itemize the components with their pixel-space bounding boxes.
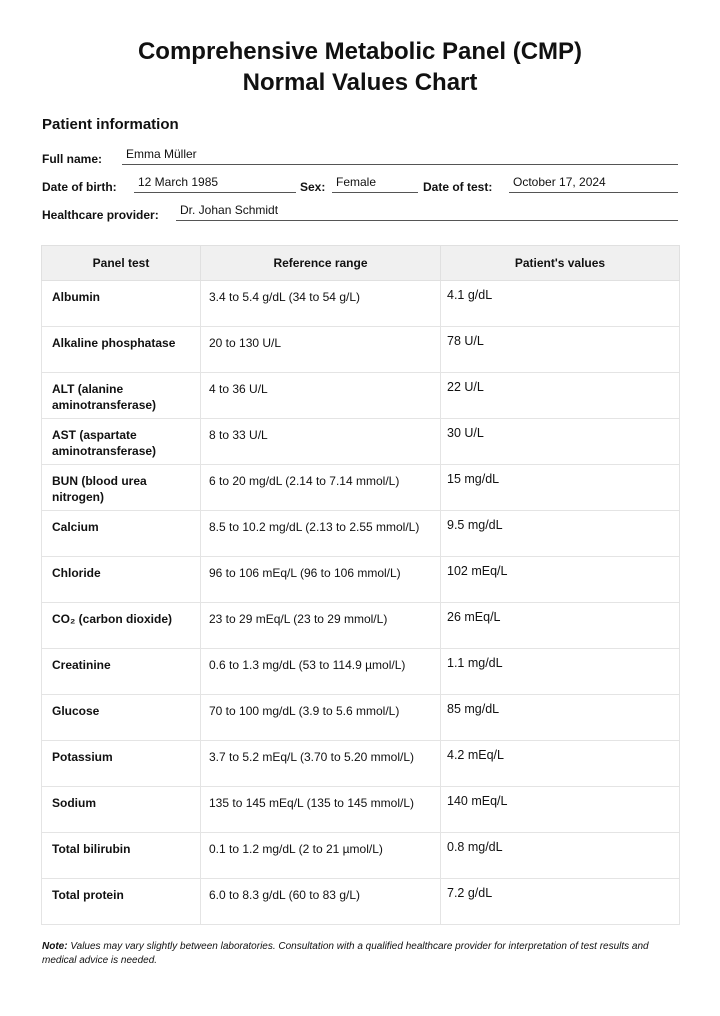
table-row: [42, 741, 680, 787]
reference-range-cell: 3.4 to 5.4 g/dL (34 to 54 g/L): [201, 281, 441, 327]
title-line-1: Comprehensive Metabolic Panel (CMP): [137, 38, 583, 65]
patient-value-cell: 85 mg/dL: [441, 695, 680, 741]
reference-range-cell: 23 to 29 mEq/L (23 to 29 mmol/L): [201, 603, 441, 649]
dob-sex-date-row: [42, 174, 678, 194]
provider-field: [42, 202, 678, 222]
test-date-label: Date of test:: [423, 180, 493, 194]
table-row: [42, 879, 680, 925]
reference-range-cell: 8.5 to 10.2 mg/dL (2.13 to 2.55 mmol/L): [201, 511, 441, 557]
patient-value-cell: 15 mg/dL: [441, 465, 680, 511]
patient-value-cell: 7.2 g/dL: [441, 879, 680, 925]
panel-test-cell: Total protein: [42, 879, 201, 925]
table-row: [42, 603, 680, 649]
full-name-value: Emma Müller: [122, 147, 678, 165]
table-row: [42, 787, 680, 833]
full-name-row: [42, 146, 678, 166]
reference-range-cell: 70 to 100 mg/dL (3.9 to 5.6 mmol/L): [201, 695, 441, 741]
panel-test-cell: Chloride: [42, 557, 201, 603]
panel-test-cell: Alkaline phosphatase: [42, 327, 201, 373]
full-name-label: Full name:: [42, 152, 103, 166]
table-row: [42, 327, 680, 373]
reference-range-cell: 8 to 33 U/L: [201, 419, 441, 465]
table-row: [42, 649, 680, 695]
panel-test-cell: Glucose: [42, 695, 201, 741]
note-text: Values may vary slightly between laboratories. Consultation with a qualified healthcare provider for interpretation of test results and medical advice is needed.: [42, 941, 649, 966]
patient-info-heading: Patient information: [42, 116, 179, 133]
patient-value-cell: 26 mEq/L: [441, 603, 680, 649]
table-row: [42, 419, 680, 465]
patient-value-cell: 140 mEq/L: [441, 787, 680, 833]
cmp-values-table: [41, 245, 680, 925]
reference-range-cell: 96 to 106 mEq/L (96 to 106 mmol/L): [201, 557, 441, 603]
reference-range-cell: 0.6 to 1.3 mg/dL (53 to 114.9 µmol/L): [201, 649, 441, 695]
patient-value-cell: 4.2 mEq/L: [441, 741, 680, 787]
dob-label: Date of birth:: [42, 180, 117, 194]
header-reference-range: Reference range: [201, 246, 441, 281]
table-row: [42, 557, 680, 603]
sex-value: Female: [332, 175, 418, 193]
reference-range-cell: 6.0 to 8.3 g/dL (60 to 83 g/L): [201, 879, 441, 925]
patient-value-cell: 22 U/L: [441, 373, 680, 419]
patient-value-cell: 0.8 mg/dL: [441, 833, 680, 879]
table-header-row: [42, 246, 680, 281]
table-row: [42, 695, 680, 741]
panel-test-cell: Calcium: [42, 511, 201, 557]
panel-test-cell: ALT (alanine aminotransferase): [42, 373, 201, 419]
table-row: [42, 465, 680, 511]
sex-label: Sex:: [300, 180, 326, 194]
reference-range-cell: 0.1 to 1.2 mg/dL (2 to 21 µmol/L): [201, 833, 441, 879]
patient-value-cell: 1.1 mg/dL: [441, 649, 680, 695]
dob-field: [42, 174, 296, 194]
header-patient-values: Patient's values: [441, 246, 680, 281]
sex-field: [300, 174, 418, 194]
panel-test-cell: Sodium: [42, 787, 201, 833]
table-row: [42, 511, 680, 557]
reference-range-cell: 6 to 20 mg/dL (2.14 to 7.14 mmol/L): [201, 465, 441, 511]
patient-value-cell: 78 U/L: [441, 327, 680, 373]
patient-value-cell: 102 mEq/L: [441, 557, 680, 603]
patient-value-cell: 30 U/L: [441, 419, 680, 465]
title-line-2: Normal Values Chart: [242, 69, 478, 96]
note-label: Note:: [42, 941, 68, 952]
patient-value-cell: 4.1 g/dL: [441, 281, 680, 327]
panel-test-cell: CO₂ (carbon dioxide): [42, 603, 201, 649]
table-row: [42, 373, 680, 419]
provider-label: Healthcare provider:: [42, 208, 159, 222]
table-row: [42, 833, 680, 879]
provider-value: Dr. Johan Schmidt: [176, 203, 678, 221]
reference-range-cell: 4 to 36 U/L: [201, 373, 441, 419]
full-name-field: [42, 146, 678, 166]
panel-test-cell: Total bilirubin: [42, 833, 201, 879]
reference-range-cell: 20 to 130 U/L: [201, 327, 441, 373]
page-title: [0, 36, 720, 98]
dob-value: 12 March 1985: [134, 175, 296, 193]
patient-value-cell: 9.5 mg/dL: [441, 511, 680, 557]
header-panel-test: Panel test: [42, 246, 201, 281]
disclaimer-note: [42, 940, 682, 968]
panel-test-cell: Creatinine: [42, 649, 201, 695]
panel-test-cell: Potassium: [42, 741, 201, 787]
panel-test-cell: BUN (blood urea nitrogen): [42, 465, 201, 511]
test-date-field: [423, 174, 678, 194]
reference-range-cell: 135 to 145 mEq/L (135 to 145 mmol/L): [201, 787, 441, 833]
provider-row: [42, 202, 678, 222]
table-row: [42, 281, 680, 327]
reference-range-cell: 3.7 to 5.2 mEq/L (3.70 to 5.20 mmol/L): [201, 741, 441, 787]
panel-test-cell: AST (aspartate aminotransferase): [42, 419, 201, 465]
panel-test-cell: Albumin: [42, 281, 201, 327]
test-date-value: October 17, 2024: [509, 175, 678, 193]
